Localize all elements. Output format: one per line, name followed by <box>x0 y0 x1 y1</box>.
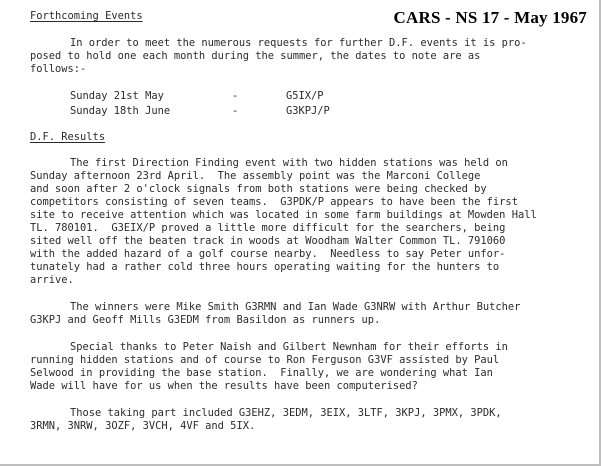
results-para2-line: The winners were Mike Smith G3RMN and Ian Wade G3NRW with Arthur Butcher <box>70 301 521 313</box>
results-para2-line: G3KPJ and Geoff Mills G3EDM from Basildon as runners up. <box>30 314 381 326</box>
results-para1-line: site to receive attention which was located in some farm buildings at Mowden Hall <box>30 209 537 221</box>
results-para1-line: competitors consisting of seven teams. G3PDK/P appears to have been the first <box>30 196 518 208</box>
event-station: G3KPJ/P <box>286 105 330 117</box>
results-para1-line: TL. 780101. G3EIX/P proved a little more difficult for the searchers, being <box>30 222 506 234</box>
results-para3-line: Wade will have for us when the results have been computerised? <box>30 380 418 392</box>
event-dash: - <box>232 105 239 117</box>
event-date: Sunday 18th June <box>70 105 171 117</box>
forthcoming-line-3: follows:- <box>30 63 87 75</box>
results-para3-line: Selwood in providing the base station. Finally, we are wondering what Ian <box>30 367 493 379</box>
forthcoming-events-heading: Forthcoming Events <box>30 10 143 22</box>
event-dash: - <box>232 90 239 102</box>
results-para4-line: Those taking part included G3EHZ, 3EDM, 3EIX, 3LTF, 3KPJ, 3PMX, 3PDK, <box>70 407 502 419</box>
results-para1-line: with the added hazard of a golf course nearby. Needless to say Peter unfor- <box>30 248 506 260</box>
results-para4-line: 3RMN, 3NRW, 3OZF, 3VCH, 4VF and 5IX. <box>30 420 256 432</box>
forthcoming-line-2: posed to hold one each month during the summer, the dates to note are as <box>30 50 481 62</box>
results-para3-line: Special thanks to Peter Naish and Gilbert Newnham for their efforts in <box>70 341 508 353</box>
results-para1-line: tunately had a rather cold three hours operating waiting for the hunters to <box>30 261 500 273</box>
newsletter-masthead: CARS - NS 17 - May 1967 <box>393 8 587 27</box>
forthcoming-line-1: In order to meet the numerous requests for further D.F. events it is pro- <box>70 37 527 49</box>
results-para1-line: and soon after 2 o'clock signals from both stations were being checked by <box>30 183 487 195</box>
results-para1-line: sited well off the beaten track in woods at Woodham Walter Common TL. 791060 <box>30 235 506 247</box>
event-date: Sunday 21st May <box>70 90 164 102</box>
results-para1-line: The first Direction Finding event with two hidden stations was held on <box>70 157 508 169</box>
df-results-heading: D.F. Results <box>30 131 106 143</box>
results-para1-line: arrive. <box>30 274 74 286</box>
results-para3-line: running hidden stations and of course to Ron Ferguson G3VF assisted by Paul <box>30 354 500 366</box>
event-station: G5IX/P <box>286 90 324 102</box>
results-para1-line: Sunday afternoon 23rd April. The assembly point was the Marconi College <box>30 170 481 182</box>
